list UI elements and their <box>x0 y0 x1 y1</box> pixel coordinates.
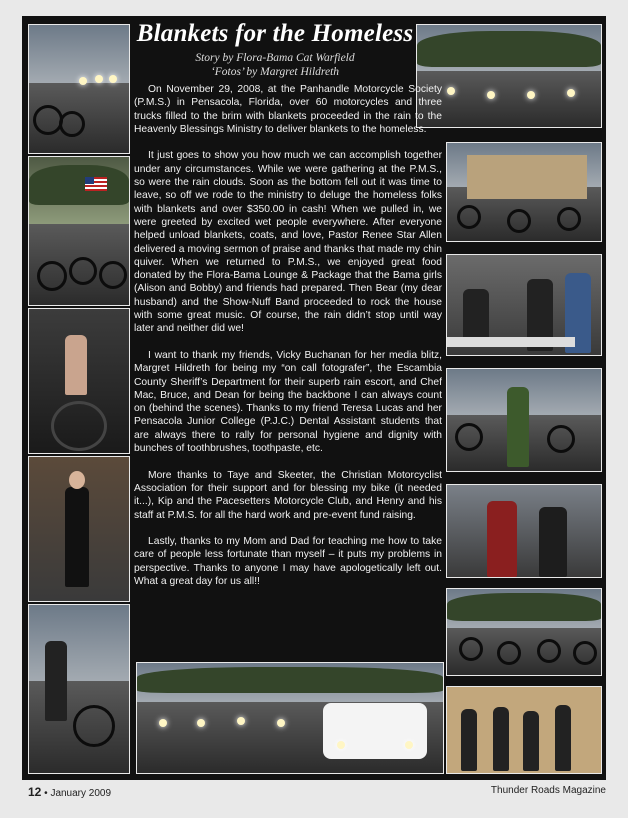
photo-motorcycle-line-left <box>28 24 130 154</box>
page-number: 12 <box>28 785 42 799</box>
paragraph-2: It just goes to show you how much we can accomplish together under any circumstances. While we were gathering at the P.M.S., so were the rain clouds. Soon as the bottom fell out it was time to leave, so off we rode to the ministry to deluge the homeless folks with blankets and over $350.00 in cash! When we pulled in, we were greeted by excited wet people everywhere. After everyone helped unload blankets, coats, and love, Pastor Renee Star Allen delivered a moving sermon of praise and thanks that made my chin quiver. When we returned to P.M.S., we enjoyed great food donated by the Flora-Bama Lounge & Package that the Bama girls (Alison and Bobby) and friends had prepared. Then Bear (my dear husband) and the Show-Nuff Band proceeded to rock the house with some great music. Of course, the rain didn’t stop until way later and neither did we! <box>134 150 442 335</box>
photo-sheriff-escort <box>136 662 444 774</box>
photo-flag-parking-lot <box>28 156 130 306</box>
photo-bikes-parked <box>446 368 602 472</box>
photo-rider-helmet <box>28 604 130 774</box>
photo-ministry-building <box>446 142 602 242</box>
photo-blessing-group <box>446 484 602 578</box>
paragraph-4: More thanks to Taye and Skeeter, the Christian Motorcyclist Association for their support and for blessing my bike (it needed it...), Kip and the Pacesetters Motorcycle Club, and Henry and his staff at P.M.S. for all the hard work and pre-event fund raising. <box>134 469 442 521</box>
photo-motorcycle-procession <box>416 24 602 128</box>
photo-unloading-blankets <box>446 254 602 356</box>
photo-rider-on-bike <box>28 308 130 454</box>
paragraph-1: On November 29, 2008, at the Panhandle Motorcycle Society (P.M.S.) in Pensacola, Florida, over 60 motorcycles and three trucks filled to the brim with blankets proceeded in the rain to the Heavenly Blessings Ministry to deliver blankets to the homeless. <box>134 84 442 135</box>
paragraph-3: I want to thank my friends, Vicky Buchanan for her media blitz, Margret Hildreth for being my “on call fotografer”, the Escambia County Sheriff’s Department for their superb rain escort, and Chef Mac, Bruce, and Dean for being the backbone I can always count on (behind the scenes). Thanks to my friend Teresa Lucas and her Pensacola Junior College (P.J.C.) Dental Assistant students that are always there to rally for personal hygiene and dignity with bunches of toothbrushes, toothpaste, etc. <box>134 349 442 455</box>
issue-date: January 2009 <box>50 788 112 799</box>
photo-credit: ‘Fotos’ by Margret Hildreth <box>210 66 340 78</box>
paragraph-5: Lastly, thanks to my Mom and Dad for teaching me how to take care of people less fortunate than myself – it puts my problems in perspective. Thanks to anyone I may have apologetically left out. What a great day for us all!! <box>134 536 442 587</box>
magazine-name: Thunder Roads Magazine <box>490 785 606 796</box>
article-body <box>134 83 442 602</box>
photo-woman-arms-raised <box>28 456 130 602</box>
footer-left <box>28 785 111 799</box>
photo-lot-full-of-bikes <box>446 588 602 676</box>
photo-people-standing <box>446 686 602 774</box>
article-byline: Story by Flora-Bama Cat Warfield <box>195 52 355 64</box>
footer-separator: • <box>44 788 48 799</box>
article-title: Blankets for the Homeless <box>136 20 414 47</box>
